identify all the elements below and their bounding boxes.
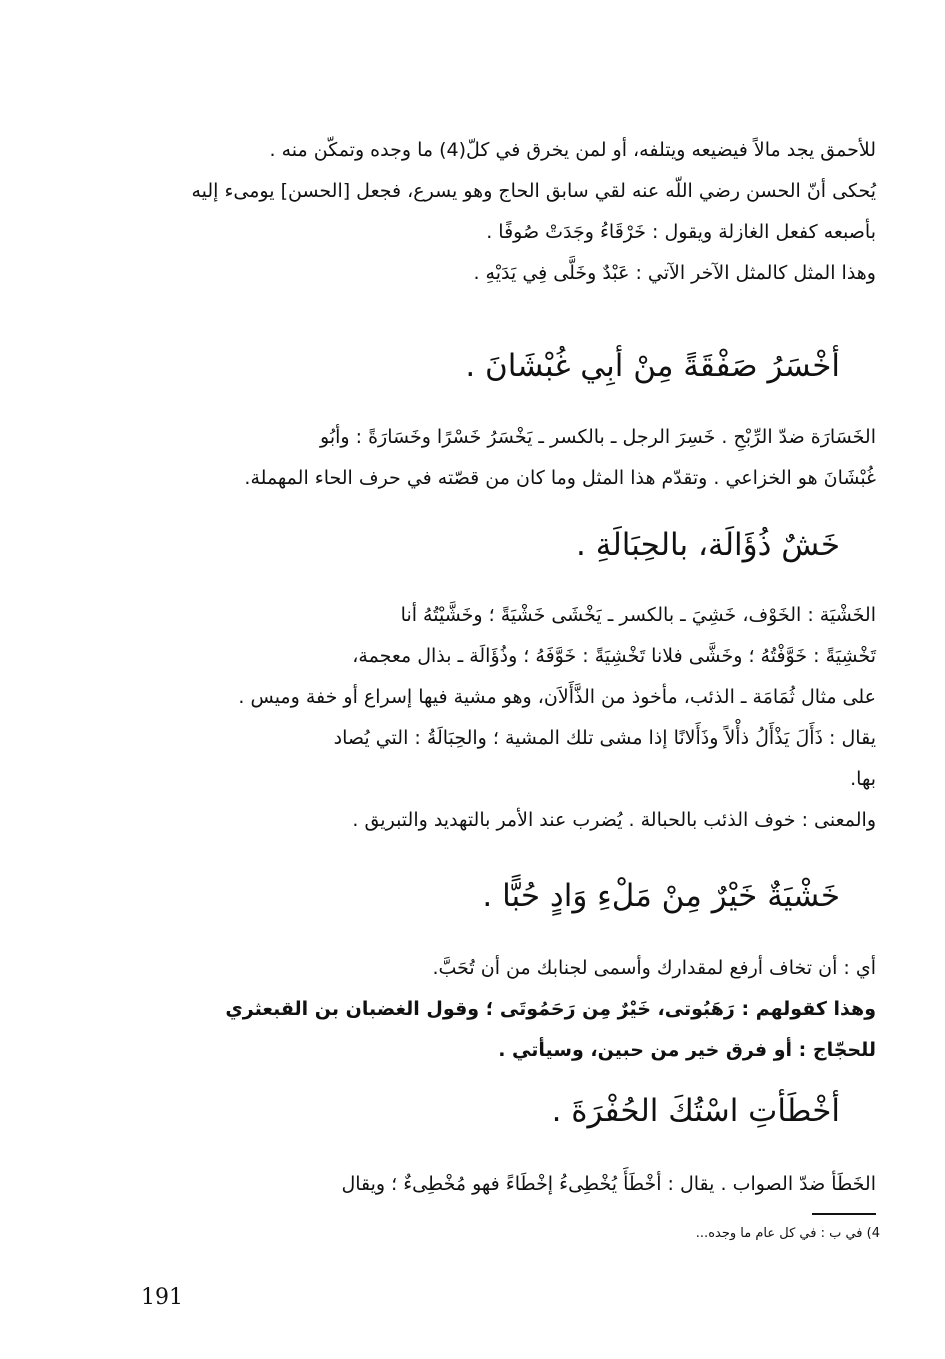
proverb-heading-3: خَشْيَةٌ خَيْرٌ مِنْ مَلْءِ وَادٍ حُبًّا .: [482, 878, 840, 914]
proverb-heading-4: أخْطَأتِ اسْتُكَ الحُفْرَةَ .: [551, 1093, 840, 1129]
text-line: للأحمق يجد مالاً فيضيعه ويتلفه، أو لمن يخرق في كلّ(4) ما وجده وتمكّن منه .: [269, 139, 876, 161]
text-line: أي : أن تخاف أرفع لمقدارك وأسمى لجنابك من أن تُحَبَّ.: [432, 957, 876, 979]
text-line-bold: وهذا كقولهم : رَهَبُوتى، خَيْرٌ مِن رَحَمُوتَى ؛ وقول الغضبان بن القبعثري: [225, 998, 876, 1020]
paragraph-4: [118, 948, 876, 1071]
text-line: بأصبعه كفعل الغازلة ويقول : خَرْقَاءُ وجَدَتْ صُوفًا .: [486, 221, 876, 243]
text-line: الخَشْيَة : الخَوْف، خَشِيَ ـ بالكسر ـ يَخْشَى خَشْيَةً ؛ وخَشَّيْتُهُ أنا: [400, 604, 876, 626]
paragraph-5: [118, 1164, 876, 1205]
page-number: 191: [141, 1285, 183, 1310]
footnote-rule: [812, 1213, 876, 1215]
text-line: غُبْشَانَ هو الخزاعي . وتقدّم هذا المثل وما كان من قصّته في حرف الحاء المهملة.: [244, 467, 876, 489]
paragraph-1: [118, 130, 876, 294]
text-line: بها.: [850, 768, 876, 790]
footnote: 4) في ب : في كل عام ما وجده...: [695, 1226, 880, 1241]
text-line: والمعنى : خوف الذئب بالحبالة . يُضرب عند الأمر بالتهديد والتبريق .: [352, 809, 876, 831]
text-line: وهذا المثل كالمثل الآخر الآتي : عَبْدٌ وخَلَّى فِي يَدَيْهِ .: [473, 262, 876, 284]
text-line: الخَسَارَة ضدّ الرِّبْحِ . خَسِرَ الرجل ـ بالكسر ـ يَخْسَرُ خَسْرًا وخَسَارَةً : وأبُو: [320, 426, 876, 448]
text-line: الخَطَأ ضدّ الصواب . يقال : أخْطَأَ يُخْطِىءُ إخْطَاءً فهو مُخْطِىءٌ ؛ ويقال: [341, 1173, 876, 1195]
text-line: تَخْشِيَةً : خَوَّفْتُهُ ؛ وخَشَّى فلانا تَخْشِيَةً : خَوَّفَهُ ؛ وذُؤَالَة ـ بذال معجمة،: [352, 645, 876, 667]
text-line-bold: للحجّاج : أو فرق خير من حبين، وسيأتي .: [498, 1039, 876, 1061]
proverb-heading-1: أخْسَرُ صَفْقَةً مِنْ أبِي غُبْشَانَ .: [465, 348, 840, 384]
paragraph-2: [118, 417, 876, 499]
paragraph-3: [118, 595, 876, 841]
proverb-heading-2: خَشٌ ذُؤَالَة، بالحِبَالَةِ .: [576, 527, 840, 563]
text-line: يقال : ذَأَلَ يَذْأَلُ ذأْلاً وذَأَلانًا إذا مشى تلك المشية ؛ والحِبَالَةُ : التي يُصاد: [333, 727, 876, 749]
text-line: يُحكى أنّ الحسن رضي اللّه عنه لقي سابق الحاج وهو يسرع، فجعل [الحسن] يومىء إليه: [191, 180, 876, 202]
text-line: على مثال ثُمَامَة ـ الذئب، مأخوذ من الذَّأَلاَن، وهو مشية فيها إسراع أو خفة وميس .: [238, 686, 876, 708]
